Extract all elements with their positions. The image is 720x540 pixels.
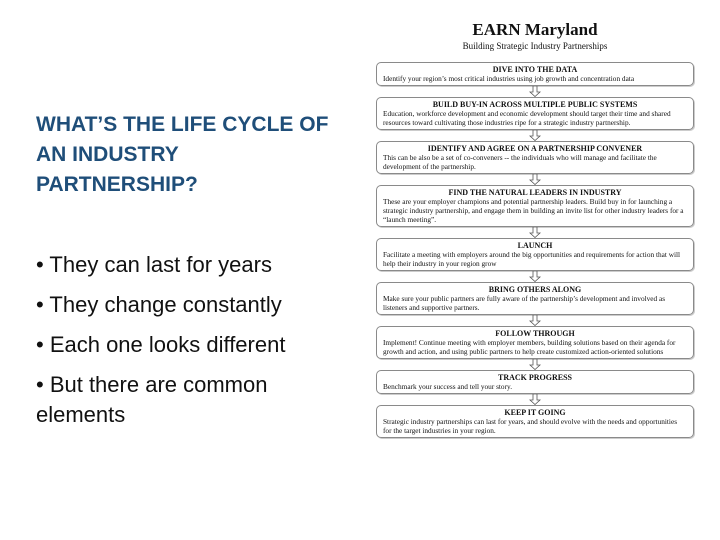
flowchart-step xyxy=(376,326,694,359)
flowchart-step xyxy=(376,238,694,271)
step-description: This can be also be a set of co-conveners -- the individuals who will manage and facilitate the development of the partnership. xyxy=(383,153,657,171)
step-title: BRING OTHERS ALONG xyxy=(488,285,582,294)
slide-title: WHAT’S THE LIFE CYCLE OF AN INDUSTRY PARTNERSHIP? xyxy=(36,113,329,196)
bullet-item: • Each one looks different xyxy=(36,332,286,357)
down-arrow-icon xyxy=(529,359,541,370)
step-description: These are your employer champions and potential partnership leaders. Build buy in for launching a strategic industry partnership, and engage them in building an invite list for other industry leaders for a “launch meeting”. xyxy=(383,197,684,224)
down-arrow-icon xyxy=(529,227,541,238)
flowchart-subtitle: Building Strategic Industry Partnerships xyxy=(462,41,608,51)
step-title: BUILD BUY-IN ACROSS MULTIPLE PUBLIC SYSTEMS xyxy=(432,100,638,109)
flowchart-step xyxy=(376,405,694,438)
left-text-column xyxy=(36,110,336,430)
step-title: FOLLOW THROUGH xyxy=(495,329,575,338)
step-description: Benchmark your success and tell your story. xyxy=(383,382,513,391)
step-description: Education, workforce development and economic development should target their time and shared resources toward cultivating those industries ripe for a strategic industry partnership. xyxy=(383,109,671,127)
down-arrow-icon xyxy=(529,130,541,141)
step-description: Strategic industry partnerships can last for years, and should evolve with the needs and opportunities for the target industries in your region. xyxy=(383,417,678,435)
step-title: IDENTIFY AND AGREE ON A PARTNERSHIP CONVENER xyxy=(427,144,643,153)
step-description: Identify your region’s most critical industries using job growth and concentration data xyxy=(383,74,635,83)
step-title: FIND THE NATURAL LEADERS IN INDUSTRY xyxy=(448,188,622,197)
down-arrow-icon xyxy=(529,271,541,282)
flowchart xyxy=(370,20,700,520)
flowchart-step xyxy=(376,282,694,315)
bullet-item: • They can last for years xyxy=(36,252,272,277)
bullet-list xyxy=(36,250,336,430)
bullet-item: • They change constantly xyxy=(36,292,282,317)
flowchart-step xyxy=(376,97,694,130)
down-arrow-icon xyxy=(529,86,541,97)
down-arrow-icon xyxy=(529,174,541,185)
step-description: Implement! Continue meeting with employer members, building solutions based on their agenda for growth and action, and using public partners to help create customized action-oriented solutions xyxy=(383,338,676,356)
step-description: Make sure your public partners are fully aware of the partnership’s development and involved as listeners and supportive partners. xyxy=(383,294,666,312)
step-title: DIVE INTO THE DATA xyxy=(492,65,578,74)
step-title: KEEP IT GOING xyxy=(504,408,566,417)
flowchart-header xyxy=(370,20,700,52)
flowchart-step xyxy=(376,370,694,394)
step-description: Facilitate a meeting with employers around the big opportunities and requirements for action that will help their industry in your region grow xyxy=(383,250,681,268)
flowchart-step xyxy=(376,141,694,174)
down-arrow-icon xyxy=(529,394,541,405)
step-title: LAUNCH xyxy=(517,241,553,250)
bullet-item: • But there are common elements xyxy=(36,372,268,427)
flowchart-step xyxy=(376,185,694,227)
down-arrow-icon xyxy=(529,315,541,326)
flowchart-title: EARN Maryland xyxy=(472,20,598,39)
flowchart-step xyxy=(376,62,694,86)
step-title: TRACK PROGRESS xyxy=(497,373,572,382)
flowchart-steps xyxy=(370,62,700,438)
